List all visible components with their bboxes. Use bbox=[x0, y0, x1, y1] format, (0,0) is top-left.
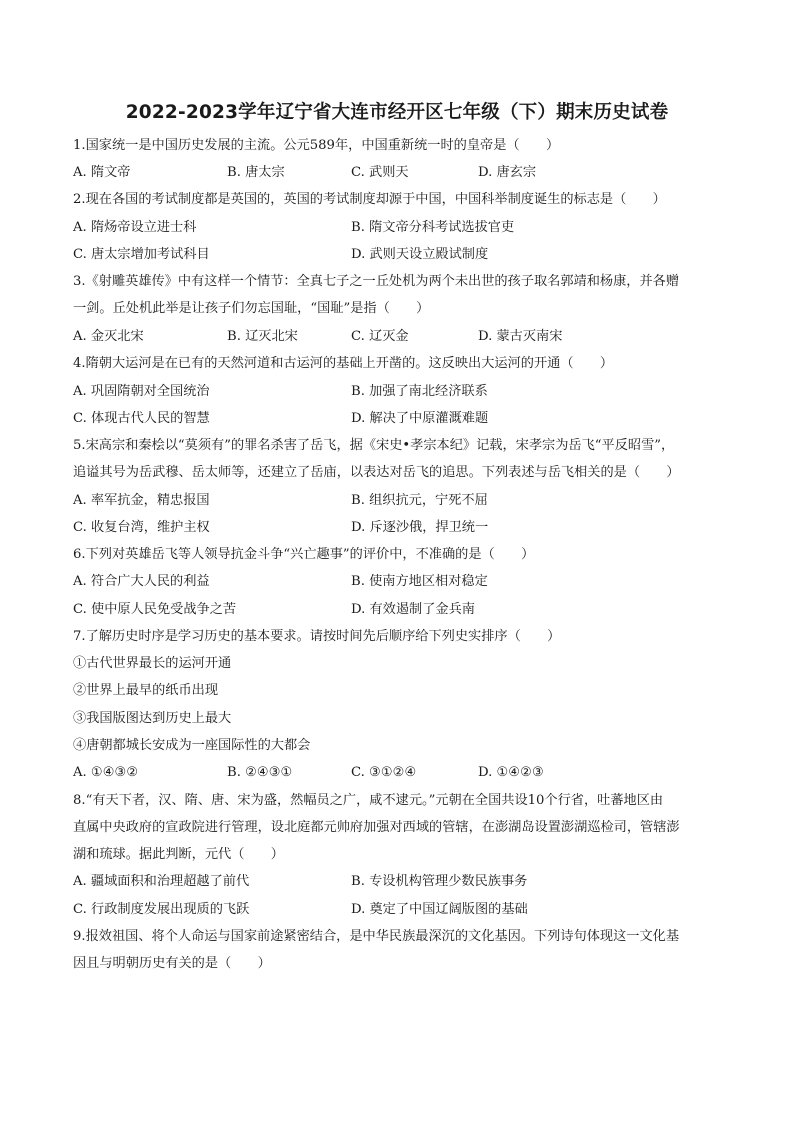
question-8-option-b: B. 专设机构管理少数民族事务 bbox=[351, 874, 528, 889]
question-5-option-c: C. 收复台湾，维护主权 bbox=[73, 520, 210, 535]
question-2-option-b: B. 隋文帝分科考试选拔官吏 bbox=[351, 220, 515, 235]
question-5-option-a: A. 率军抗金，精忠报国 bbox=[73, 493, 210, 508]
question-8-option-a: A. 疆域面积和治理超越了前代 bbox=[73, 874, 250, 889]
question-7-item-1: ①古代世界最长的运河开通 bbox=[73, 656, 232, 671]
question-1-stem: 1.国家统一是中国历史发展的主流。公元589年，中国重新统一时的皇帝是（ ） bbox=[73, 138, 560, 153]
question-5-stem-line-2: 追谥其号为岳武穆、岳太师等，还建立了岳庙，以表达对岳飞的追思。下列表述与岳飞相关的是（ ） bbox=[73, 465, 680, 480]
question-4-option-b: B. 加强了南北经济联系 bbox=[351, 384, 488, 399]
question-8-option-d: D. 奠定了中国辽阔版图的基础 bbox=[351, 902, 528, 917]
question-2-option-d: D. 武则天设立殿试制度 bbox=[351, 247, 489, 262]
question-6-option-c: C. 使中原人民免受战争之苦 bbox=[73, 602, 237, 617]
question-7-option-c: C. ③①②④ bbox=[351, 765, 417, 780]
question-2-option-c: C. 唐太宗增加考试科目 bbox=[73, 247, 210, 262]
question-4-option-a: A. 巩固隋朝对全国统治 bbox=[73, 384, 210, 399]
question-3-option-a: A. 金灭北宋 bbox=[73, 329, 144, 344]
question-6-option-b: B. 使南方地区相对稳定 bbox=[351, 574, 488, 589]
question-4-option-d: D. 解决了中原灌溉难题 bbox=[351, 411, 489, 426]
question-3-option-b: B. 辽灭北宋 bbox=[227, 329, 298, 344]
exam-title: 2022-2023学年辽宁省大连市经开区七年级（下）期末历史试卷 bbox=[125, 102, 669, 123]
question-3-stem-line-2: 一剑。丘处机此举是让孩子们勿忘国耻，“国耻”是指（ ） bbox=[73, 301, 430, 316]
question-7-item-3: ③我国版图达到历史上最大 bbox=[73, 711, 232, 726]
question-3-stem-line-1: 3.《射雕英雄传》中有这样一个情节：全真七子之一丘处机为两个未出世的孩子取名郭靖和杨康，并各赠 bbox=[73, 274, 680, 289]
question-8-option-c: C. 行政制度发展出现质的飞跃 bbox=[73, 902, 250, 917]
question-9-stem-line-1: 9.报效祖国、将个人命运与国家前途紧密结合，是中华民族最深沉的文化基因。下列诗句体现这一文化基 bbox=[73, 929, 680, 944]
question-5-option-d: D. 斥逐沙俄，捍卫统一 bbox=[351, 520, 489, 535]
question-1-option-b: B. 唐太宗 bbox=[227, 165, 285, 180]
question-8-stem-line-2: 直属中央政府的宣政院进行管理，设北庭都元帅府加强对西域的管辖，在澎湖岛设置澎湖巡检司，管辖澎 bbox=[73, 820, 680, 835]
question-9-stem-line-2: 因且与明朝历史有关的是（ ） bbox=[73, 956, 271, 971]
question-7-option-d: D. ①④②③ bbox=[478, 765, 544, 780]
question-5-option-b: B. 组织抗元，宁死不屈 bbox=[351, 493, 488, 508]
question-8-stem-line-3: 湖和琉球。据此判断，元代（ ） bbox=[73, 847, 284, 862]
question-3-option-c: C. 辽灭金 bbox=[351, 329, 409, 344]
question-2-stem: 2.现在各国的考试制度都是英国的，英国的考试制度却源于中国，中国科举制度诞生的标志是（ ） bbox=[73, 192, 666, 207]
question-7-option-a: A. ①④③② bbox=[73, 765, 139, 780]
question-4-stem: 4.隋朝大运河是在已有的天然河道和古运河的基础上开凿的。这反映出大运河的开通（ ） bbox=[73, 356, 614, 371]
question-6-option-a: A. 符合广大人民的利益 bbox=[73, 574, 210, 589]
question-4-option-c: C. 体现古代人民的智慧 bbox=[73, 411, 210, 426]
question-5-stem-line-1: 5.宋高宗和秦桧以“莫须有”的罪名杀害了岳飞，据《宋史•孝宗本纪》记载，宋孝宗为岳飞“平反昭雪”， bbox=[73, 438, 675, 453]
question-1-option-d: D. 唐玄宗 bbox=[478, 165, 537, 180]
question-6-stem: 6.下列对英雄岳飞等人领导抗金斗争“兴亡趣事”的评价中，不准确的是（ ） bbox=[73, 547, 535, 562]
question-6-option-d: D. 有效遏制了金兵南 bbox=[351, 602, 475, 617]
question-3-option-d: D. 蒙古灭南宋 bbox=[478, 329, 563, 344]
question-7-item-4: ④唐朝都城长安成为一座国际性的大都会 bbox=[73, 738, 311, 753]
question-7-item-2: ②世界上最早的纸币出现 bbox=[73, 683, 219, 698]
question-1-option-c: C. 武则天 bbox=[351, 165, 409, 180]
question-8-stem-line-1: 8.“有天下者，汉、隋、唐、宋为盛，然幅员之广，咸不逮元。”元朝在全国共设10个行省，吐蕃地区由 bbox=[73, 793, 664, 808]
question-7-stem: 7.了解历史时序是学习历史的基本要求。请按时间先后顺序给下列史实排序（ ） bbox=[73, 629, 561, 644]
question-7-option-b: B. ②④③① bbox=[227, 765, 293, 780]
question-2-option-a: A. 隋炀帝设立进士科 bbox=[73, 220, 197, 235]
question-1-option-a: A. 隋文帝 bbox=[73, 165, 131, 180]
